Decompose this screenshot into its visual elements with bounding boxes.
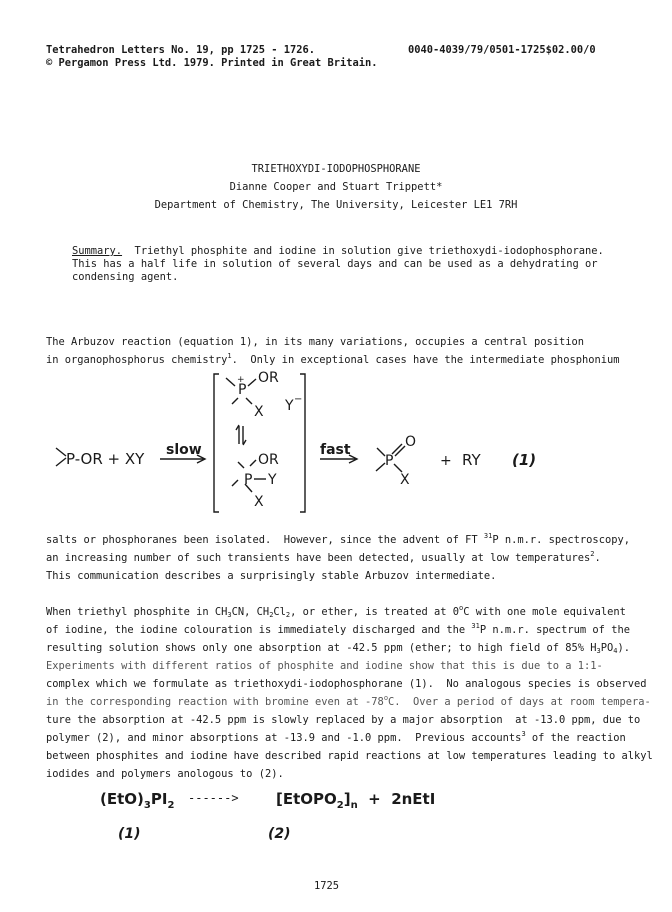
product-ry: RY bbox=[462, 451, 481, 469]
equation-2-product: $[EtOPO_2]_n$ + 2nEtI bbox=[276, 790, 436, 811]
compound-label-1: (1) bbox=[118, 826, 141, 842]
equation-2-arrow: ------> bbox=[188, 791, 239, 805]
body-para2-line2: an increasing number of such transients have been detected, usually at low temperatures$^2$. bbox=[46, 550, 601, 564]
product-p: P bbox=[385, 453, 394, 469]
product-x: X bbox=[400, 472, 410, 488]
anion-y: Y bbox=[285, 398, 294, 414]
plus-charge: + bbox=[237, 375, 245, 385]
bond-line bbox=[56, 448, 66, 456]
top-p: P bbox=[238, 382, 247, 398]
body-para1-line2: in organophosphorus chemistry$^1$. Only in exceptional cases have the intermediate phosphonium bbox=[46, 352, 620, 366]
bottom-x: X bbox=[254, 494, 264, 510]
summary-label: Summary. bbox=[72, 245, 123, 257]
bond-line bbox=[56, 458, 66, 466]
summary-line-2: This has a half life in solution of several days and can be used as a dehydrating or bbox=[72, 258, 598, 270]
article-title: TRIETHOXYDI-IODOPHOSPHORANE bbox=[251, 163, 421, 175]
bottom-y: Y bbox=[268, 472, 277, 488]
minus-charge: − bbox=[294, 394, 303, 405]
product-o: O bbox=[405, 434, 417, 450]
body-para3-line3: resulting solution shows only one absorption at -42.5 ppm (ether; to high field of 85% $H_3PO_4$). bbox=[46, 642, 630, 655]
slow-label: slow bbox=[166, 442, 202, 458]
equation-number: (1) bbox=[512, 451, 537, 469]
article-authors: Dianne Cooper and Stuart Trippett* bbox=[229, 181, 443, 193]
publisher-line: © Pergamon Press Ltd. 1979. Printed in Great Britain. bbox=[46, 57, 378, 69]
reference-1: 1 bbox=[227, 352, 232, 360]
bottom-p: P bbox=[244, 472, 253, 488]
body-para3-line5: complex which we formulate as triethoxydi-iodophosphorane (1). No analogous species is observed bbox=[46, 678, 647, 690]
body-para3-line1: When triethyl phosphite in $CH_3CN$, $CH_2Cl_2$, or ether, is treated at 0$^o$C with one mole equivalent bbox=[46, 604, 626, 619]
body-para2-line3: This communication describes a surprisingly stable Arbuzov intermediate. bbox=[46, 570, 497, 582]
top-x: X bbox=[254, 404, 264, 420]
plus-sign: + bbox=[440, 453, 452, 469]
equation-2: $(EtO)_3PI_2$ bbox=[100, 790, 175, 811]
left-bracket bbox=[214, 374, 219, 512]
body-para3-line7: ture the absorption at -42.5 ppm is slowly replaced by a major absorption at -13.0 ppm, due to bbox=[46, 714, 641, 726]
page-number: 1725 bbox=[314, 880, 340, 892]
body-para3-line8: polymer (2), and minor absorptions at -13.9 and -1.0 ppm. Previous accounts$^3$ of the reaction bbox=[46, 730, 626, 744]
fast-label: fast bbox=[320, 442, 351, 458]
compound-label-2: (2) bbox=[268, 826, 291, 842]
bottom-or: OR bbox=[258, 452, 279, 468]
summary-line-3: condensing agent. bbox=[72, 271, 179, 283]
body-para3-line9: between phosphites and iodine have described rapid reactions at low temperatures leading to alkyl bbox=[46, 750, 653, 762]
body-para1-line1: The Arbuzov reaction (equation 1), in its many variations, occupies a central position bbox=[46, 336, 584, 348]
arbuzov-scheme bbox=[0, 360, 672, 520]
top-or: OR bbox=[258, 370, 279, 386]
body-para3-line10: iodides and polymers anologous to (2). bbox=[46, 768, 284, 780]
body-para3-line4: Experiments with different ratios of phosphite and iodine show that this is due to a 1:1- bbox=[46, 660, 603, 672]
body-para3-line2: of iodine, the iodine colouration is immediately discharged and the $^{31}$P n.m.r. spectrum of the bbox=[46, 622, 630, 636]
body-para3-line6: in the corresponding reaction with bromine even at -78$^o$C. Over a period of days at room tempera- bbox=[46, 694, 651, 708]
article-code: 0040-4039/79/0501-1725$02.00/0 bbox=[408, 44, 596, 56]
summary-line-1: Summary. Triethyl phosphite and iodine in solution give triethoxydi-iodophosphorane. bbox=[72, 245, 604, 257]
journal-citation: Tetrahedron Letters No. 19, pp 1725 - 1726. bbox=[46, 44, 315, 56]
reactant: P-OR + XY bbox=[66, 450, 145, 468]
body-para2-line1: salts or phosphoranes been isolated. However, since the advent of FT $^{31}$P n.m.r. spectroscopy, bbox=[46, 532, 630, 546]
article-affiliation: Department of Chemistry, The University, Leicester LE1 7RH bbox=[154, 199, 518, 211]
